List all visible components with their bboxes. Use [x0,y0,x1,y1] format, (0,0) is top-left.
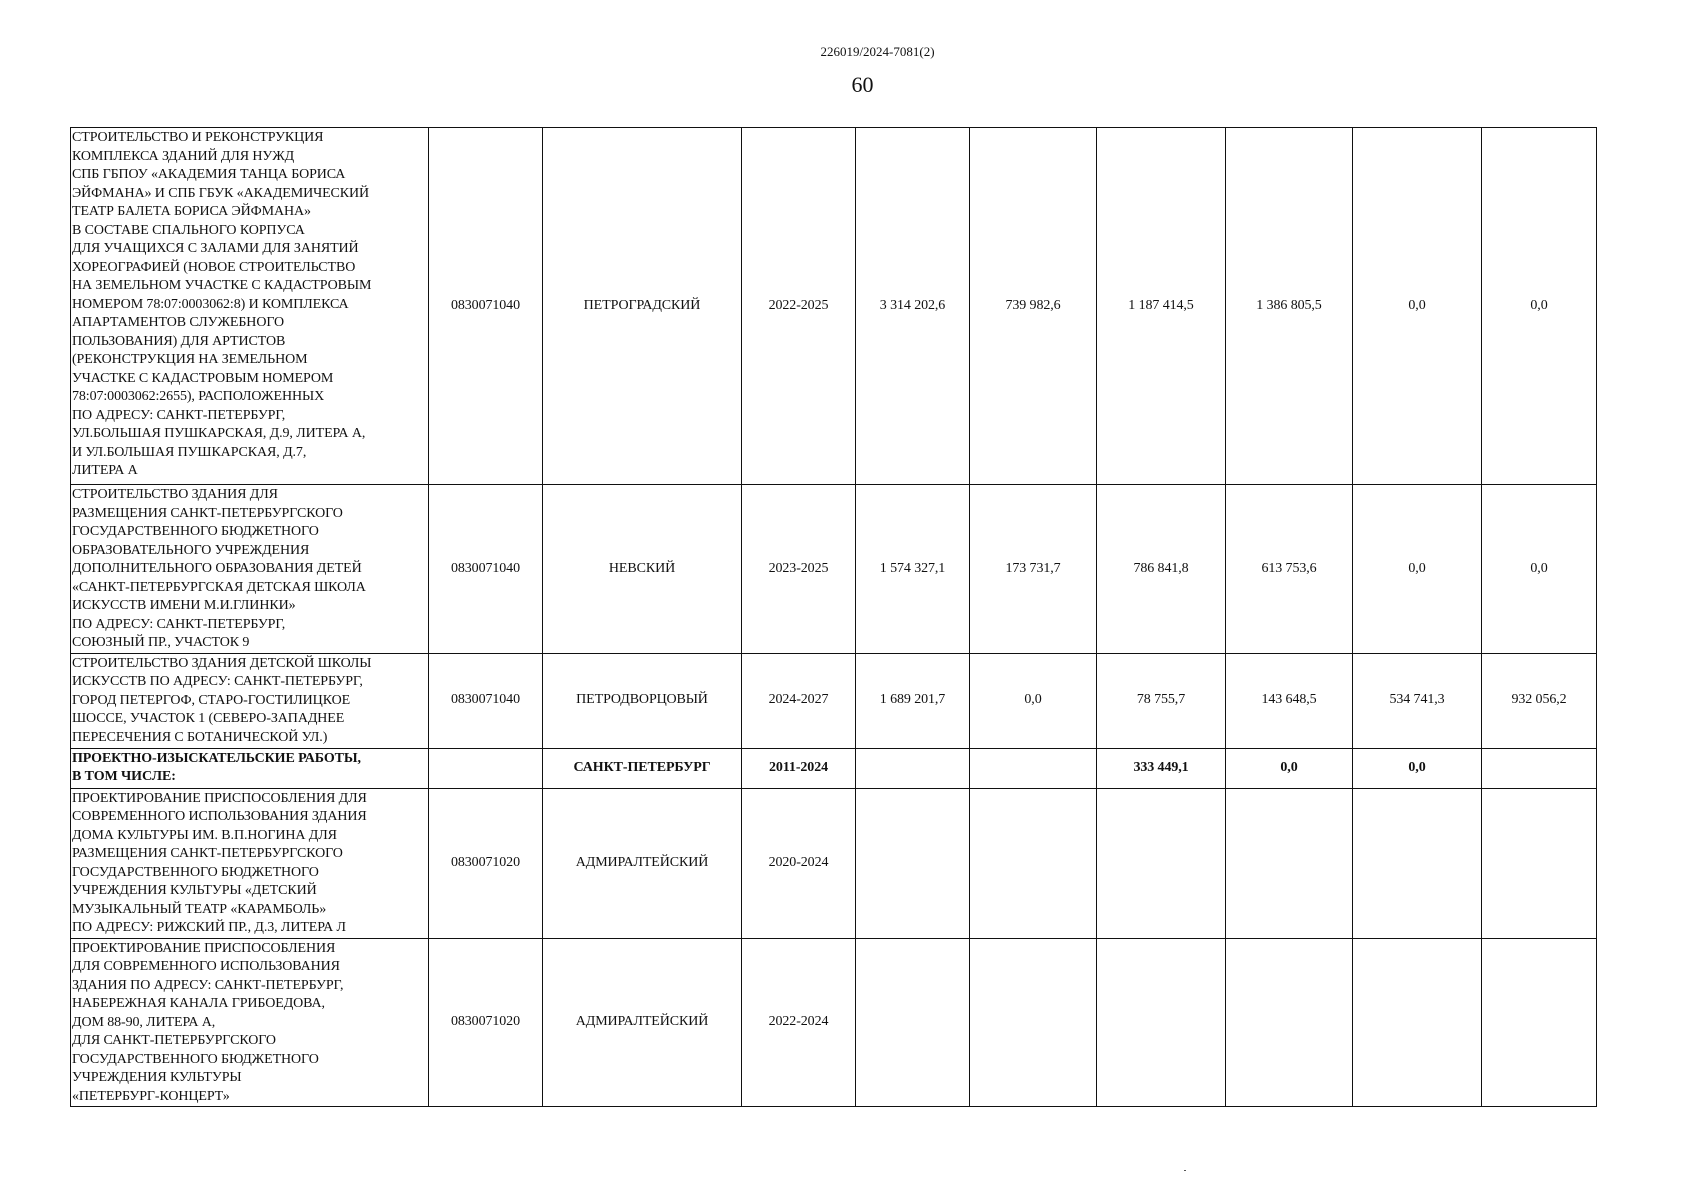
period-cell: 2022-2025 [742,128,856,485]
total-cost-cell: 3 314 202,6 [856,128,970,485]
period-cell: 2020-2024 [742,788,856,938]
amount-cell [1097,788,1226,938]
total-cost-cell [856,938,970,1107]
amount-cell: 613 753,6 [1226,485,1353,654]
total-cost-cell [856,788,970,938]
amount-cell: 78 755,7 [1097,653,1226,748]
amount-cell: 932 056,2 [1482,653,1597,748]
period-cell: 2023-2025 [742,485,856,654]
total-cost-cell: 1 574 327,1 [856,485,970,654]
amount-cell: 0,0 [1353,485,1482,654]
table-row [71,788,1597,938]
amount-cell [970,938,1097,1107]
amount-cell: 0,0 [1353,748,1482,788]
period-cell: 2022-2024 [742,938,856,1107]
amount-cell: 0,0 [1226,748,1353,788]
amount-cell [1482,938,1597,1107]
amount-cell: 0,0 [1482,128,1597,485]
district-cell: АДМИРАЛТЕЙСКИЙ [543,938,742,1107]
budget-code-cell: 0830071020 [429,788,543,938]
table-row [71,653,1597,748]
budget-code-cell: 0830071040 [429,128,543,485]
amount-cell [1226,938,1353,1107]
amount-cell [1482,788,1597,938]
amount-cell [1097,938,1226,1107]
budget-table [70,127,1597,1107]
amount-cell: 534 741,3 [1353,653,1482,748]
page-number: 60 [851,72,874,97]
total-cost-cell: 1 689 201,7 [856,653,970,748]
table-row [71,485,1597,654]
amount-cell: 0,0 [1482,485,1597,654]
budget-code-cell: 0830071020 [429,938,543,1107]
amount-cell: 1 187 414,5 [1097,128,1226,485]
amount-cell [1226,788,1353,938]
amount-cell: 333 449,1 [1097,748,1226,788]
amount-cell: 786 841,8 [1097,485,1226,654]
object-name-cell: СТРОИТЕЛЬСТВО ЗДАНИЯ ДЕТСКОЙ ШКОЛЫ ИСКУССТВ ПО АДРЕСУ: САНКТ-ПЕТЕРБУРГ, ГОРОД ПЕТЕРГОФ, СТАРО-ГОСТИЛИЦКОЕ ШОССЕ, УЧАСТОК 1 (СЕВЕРО-ЗАПАДНЕЕ ПЕРЕСЕЧЕНИЯ С БОТАНИЧЕСКОЙ УЛ.) [71,653,429,748]
budget-code-cell: 0830071040 [429,653,543,748]
amount-cell: 173 731,7 [970,485,1097,654]
scan-speck [1184,1170,1186,1171]
budget-code-cell [429,748,543,788]
table-row-subtotal [71,748,1597,788]
district-cell: САНКТ-ПЕТЕРБУРГ [543,748,742,788]
amount-cell: 0,0 [1353,128,1482,485]
amount-cell [1482,748,1597,788]
amount-cell [970,748,1097,788]
amount-cell [970,788,1097,938]
document-registration-number: 226019/2024-7081(2) [820,44,935,59]
district-cell: ПЕТРОДВОРЦОВЫЙ [543,653,742,748]
object-name-cell: ПРОЕКТНО-ИЗЫСКАТЕЛЬСКИЕ РАБОТЫ, В ТОМ ЧИСЛЕ: [71,748,429,788]
table-row [71,938,1597,1107]
amount-cell: 1 386 805,5 [1226,128,1353,485]
amount-cell: 739 982,6 [970,128,1097,485]
object-name-cell: СТРОИТЕЛЬСТВО ЗДАНИЯ ДЛЯ РАЗМЕЩЕНИЯ САНКТ-ПЕТЕРБУРГСКОГО ГОСУДАРСТВЕННОГО БЮДЖЕТНОГО ОБРАЗОВАТЕЛЬНОГО УЧРЕЖДЕНИЯ ДОПОЛНИТЕЛЬНОГО ОБРАЗОВАНИЯ ДЕТЕЙ «САНКТ-ПЕТЕРБУРГСКАЯ ДЕТСКАЯ ШКОЛА ИСКУССТВ ИМЕНИ М.И.ГЛИНКИ» ПО АДРЕСУ: САНКТ-ПЕТЕРБУРГ, СОЮЗНЫЙ ПР., УЧАСТОК 9 [71,485,429,654]
district-cell: НЕВСКИЙ [543,485,742,654]
object-name-cell: СТРОИТЕЛЬСТВО И РЕКОНСТРУКЦИЯ КОМПЛЕКСА ЗДАНИЙ ДЛЯ НУЖД СПБ ГБПОУ «АКАДЕМИЯ ТАНЦА БОРИСА ЭЙФМАНА» И СПБ ГБУК «АКАДЕМИЧЕСКИЙ ТЕАТР БАЛЕТА БОРИСА ЭЙФМАНА» В СОСТАВЕ СПАЛЬНОГО КОРПУСА ДЛЯ УЧАЩИХСЯ С ЗАЛАМИ ДЛЯ ЗАНЯТИЙ ХОРЕОГРАФИЕЙ (НОВОЕ СТРОИТЕЛЬСТВО НА ЗЕМЕЛЬНОМ УЧАСТКЕ С КАДАСТРОВЫМ НОМЕРОМ 78:07:0003062:8) И КОМПЛЕКСА АПАРТАМЕНТОВ СЛУЖЕБНОГО ПОЛЬЗОВАНИЯ) ДЛЯ АРТИСТОВ (РЕКОНСТРУКЦИЯ НА ЗЕМЕЛЬНОМ УЧАСТКЕ С КАДАСТРОВЫМ НОМЕРОМ 78:07:0003062:2655), РАСПОЛОЖЕННЫХ ПО АДРЕСУ: САНКТ-ПЕТЕРБУРГ, УЛ.БОЛЬШАЯ ПУШКАРСКАЯ, Д.9, ЛИТЕРА А, И УЛ.БОЛЬШАЯ ПУШКАРСКАЯ, Д.7, ЛИТЕРА А [71,128,429,485]
budget-code-cell: 0830071040 [429,485,543,654]
amount-cell: 143 648,5 [1226,653,1353,748]
table-row [71,128,1597,485]
amount-cell [1353,788,1482,938]
period-cell: 2024-2027 [742,653,856,748]
object-name-cell: ПРОЕКТИРОВАНИЕ ПРИСПОСОБЛЕНИЯ ДЛЯ СОВРЕМЕННОГО ИСПОЛЬЗОВАНИЯ ЗДАНИЯ ДОМА КУЛЬТУРЫ ИМ. В.П.НОГИНА ДЛЯ РАЗМЕЩЕНИЯ САНКТ-ПЕТЕРБУРГСКОГО ГОСУДАРСТВЕННОГО БЮДЖЕТНОГО УЧРЕЖДЕНИЯ КУЛЬТУРЫ «ДЕТСКИЙ МУЗЫКАЛЬНЫЙ ТЕАТР «КАРАМБОЛЬ» ПО АДРЕСУ: РИЖСКИЙ ПР., Д.3, ЛИТЕРА Л [71,788,429,938]
object-name-cell: ПРОЕКТИРОВАНИЕ ПРИСПОСОБЛЕНИЯ ДЛЯ СОВРЕМЕННОГО ИСПОЛЬЗОВАНИЯ ЗДАНИЯ ПО АДРЕСУ: САНКТ-ПЕТЕРБУРГ, НАБЕРЕЖНАЯ КАНАЛА ГРИБОЕДОВА, ДОМ 88-90, ЛИТЕРА А, ДЛЯ САНКТ-ПЕТЕРБУРГСКОГО ГОСУДАРСТВЕННОГО БЮДЖЕТНОГО УЧРЕЖДЕНИЯ КУЛЬТУРЫ «ПЕТЕРБУРГ-КОНЦЕРТ» [71,938,429,1107]
district-cell: ПЕТРОГРАДСКИЙ [543,128,742,485]
amount-cell: 0,0 [970,653,1097,748]
period-cell: 2011-2024 [742,748,856,788]
district-cell: АДМИРАЛТЕЙСКИЙ [543,788,742,938]
total-cost-cell [856,748,970,788]
amount-cell [1353,938,1482,1107]
